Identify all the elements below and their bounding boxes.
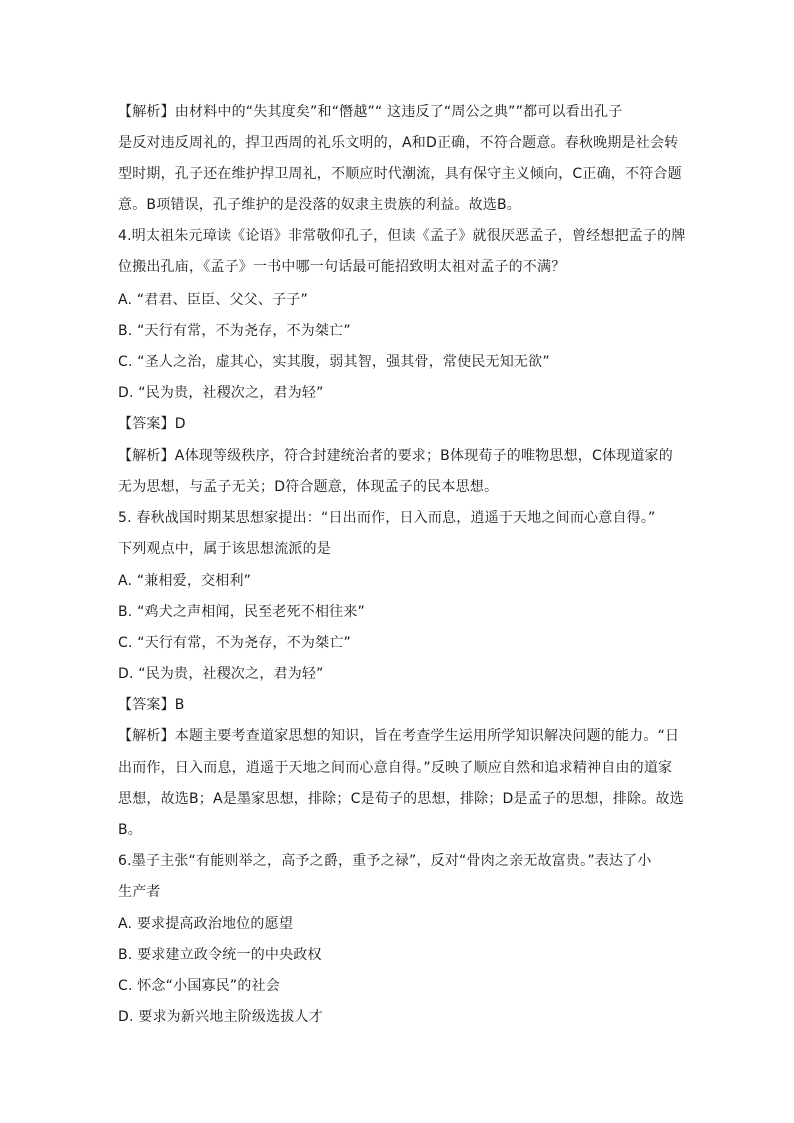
- text-line: 位搬出孔庙，《孟子》一书中哪一句话最可能招致明太祖对孟子的不满？: [118, 259, 566, 275]
- text-line: 型时期，孔子还在维护捍卫周礼，不顺应时代潮流，具有保守主义倾向，C正确，不符合题: [118, 166, 682, 182]
- question-5: 5. 春秋战国时期某思想家提出：“日出而作，日入而息，逍遥于天地之间而心意自得。”: [118, 510, 656, 526]
- analysis-line: 思想，故选B；A是墨家思想，排除；C是荀子的思想，排除；D是孟子的思想，排除。故选: [118, 791, 684, 807]
- text-line: 下列观点中，属于该思想流派的是: [118, 541, 331, 557]
- option-a: A. 要求提高政治地位的愿望: [118, 916, 294, 932]
- text-line: 生产者: [118, 884, 161, 900]
- option-b: B. 要求建立政令统一的中央政权: [118, 947, 322, 963]
- option-d: D. “民为贵，社稷次之，君为轻”: [118, 385, 324, 401]
- analysis-line: 【解析】A体现等级秩序，符合封建统治者的要求；B体现荀子的唯物思想，C体现道家的: [118, 448, 673, 464]
- analysis-line: 出而作，日入而息，逍遥于天地之间而心意自得。”反映了顺应自然和追求精神自由的道家: [118, 760, 673, 776]
- option-c: C. 怀念“小国寡民”的社会: [118, 978, 280, 994]
- question-4: 4.明太祖朱元璋读《论语》非常敬仰孔子，但读《孟子》就很厌恶孟子，曾经想把孟子的牌: [118, 228, 686, 244]
- text-line: 意。B项错误，孔子维护的是没落的奴隶主贵族的利益。故选B。: [118, 197, 522, 213]
- text-line: 【解析】由材料中的“失其度矣”和“僭越”“ 这违反了“周公之典””都可以看出孔子: [118, 104, 623, 120]
- analysis-line: 【解析】本题主要考查道家思想的知识，旨在考查学生运用所学知识解决问题的能力。“日: [118, 728, 680, 744]
- answer-label: 【答案】B: [118, 697, 185, 713]
- option-b: B. “鸡犬之声相闻，民至老死不相往来”: [118, 604, 366, 620]
- analysis-line: 无为思想，与孟子无关；D符合题意，体现孟子的民本思想。: [118, 479, 499, 495]
- option-c: C. “圣人之治，虚其心，实其腹，弱其智，强其骨，常使民无知无欲”: [118, 354, 550, 370]
- option-d: D. 要求为新兴地主阶级选拔人才: [118, 1009, 323, 1025]
- question-6: 6.墨子主张“有能则举之，高予之爵，重予之禄”，反对“骨肉之亲无故富贵。”表达了小: [118, 853, 652, 869]
- analysis-line: B。: [118, 822, 143, 838]
- text-line: 是反对违反周礼的，捍卫西周的礼乐文明的，A和D正确，不符合题意。春秋晚期是社会转: [118, 135, 679, 151]
- option-a: A. “君君、臣臣、父父、子子”: [118, 292, 308, 308]
- answer-label: 【答案】D: [118, 416, 186, 432]
- option-a: A. “兼相爱，交相利”: [118, 573, 252, 589]
- option-d: D. “民为贵，社稷次之，君为轻”: [118, 666, 324, 682]
- option-b: B. “天行有常，不为尧存，不为桀亡”: [118, 323, 351, 339]
- option-c: C. “天行有常，不为尧存，不为桀亡”: [118, 635, 351, 651]
